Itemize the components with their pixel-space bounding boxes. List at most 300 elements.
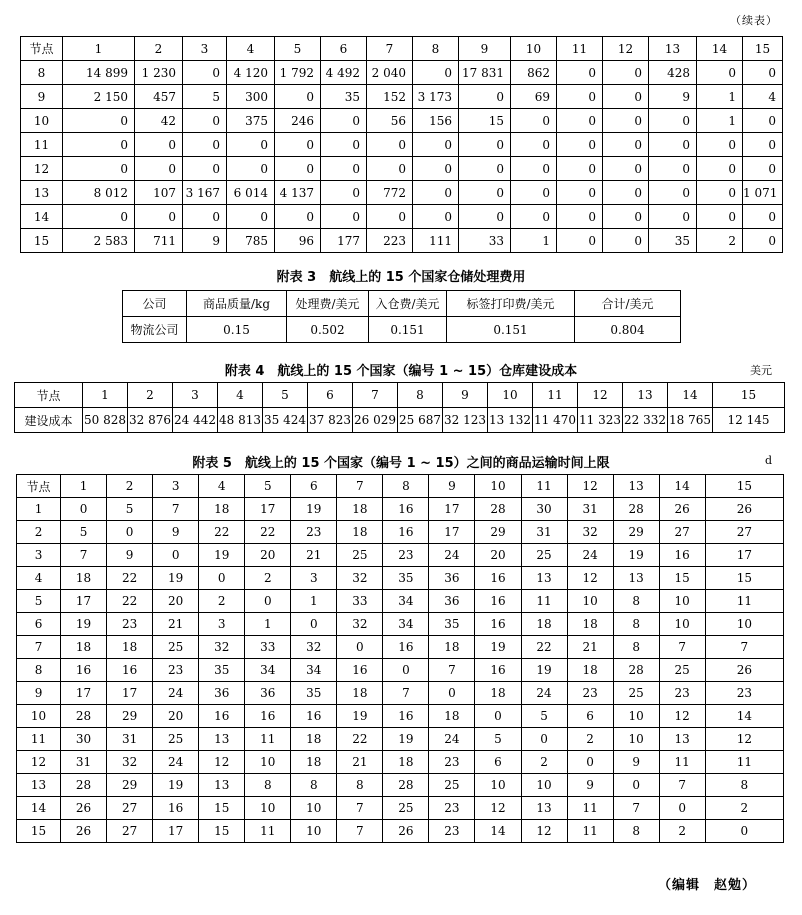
- value-cell: 24: [567, 544, 613, 567]
- header-cell: 6: [308, 383, 353, 408]
- header-cell: 9: [459, 37, 511, 61]
- value-cell: 0: [659, 797, 705, 820]
- value-cell: 34: [291, 659, 337, 682]
- value-cell: 21: [153, 613, 199, 636]
- value-cell: 17 831: [459, 61, 511, 85]
- value-cell: 5: [107, 498, 153, 521]
- header-cell: 4: [227, 37, 275, 61]
- table3-header-row: [123, 291, 681, 317]
- value-cell: 56: [367, 109, 413, 133]
- value-cell: 34: [383, 590, 429, 613]
- value-cell: 19: [475, 636, 521, 659]
- value-cell: 0: [511, 205, 557, 229]
- value-cell: 785: [227, 229, 275, 253]
- header-cell: 14: [659, 475, 705, 498]
- value-cell: 10: [659, 613, 705, 636]
- value-cell: 0.502: [287, 317, 369, 343]
- value-cell: 11: [521, 590, 567, 613]
- value-cell: 7: [153, 498, 199, 521]
- value-cell: 18: [291, 751, 337, 774]
- row-label-cell: 8: [21, 61, 63, 85]
- value-cell: 16: [475, 590, 521, 613]
- value-cell: 15: [199, 820, 245, 843]
- header-cell: 1: [61, 475, 107, 498]
- row-label-cell: 14: [17, 797, 61, 820]
- value-cell: 18: [291, 728, 337, 751]
- value-cell: 24: [429, 544, 475, 567]
- table4-unit: 美元: [750, 364, 772, 377]
- value-cell: 23: [429, 820, 475, 843]
- table-row: [21, 157, 783, 181]
- value-cell: 0: [153, 544, 199, 567]
- value-cell: 0: [697, 133, 743, 157]
- header-cell: 6: [291, 475, 337, 498]
- value-cell: 20: [153, 705, 199, 728]
- value-cell: 0: [557, 229, 603, 253]
- header-cell: 10: [488, 383, 533, 408]
- value-cell: 711: [135, 229, 183, 253]
- value-cell: 2: [697, 229, 743, 253]
- value-cell: 1: [291, 590, 337, 613]
- value-cell: 0.151: [447, 317, 575, 343]
- value-cell: 16: [475, 567, 521, 590]
- value-cell: 4 137: [275, 181, 321, 205]
- table5-row: [17, 751, 784, 774]
- row-label-cell: 9: [17, 682, 61, 705]
- table4-row: [15, 408, 785, 433]
- value-cell: 0: [383, 659, 429, 682]
- value-cell: 19: [153, 774, 199, 797]
- table3-caption: 附表 3 航线上的 15 个国家仓储处理费用: [276, 270, 526, 285]
- value-cell: 0: [367, 133, 413, 157]
- header-cell: 14: [697, 37, 743, 61]
- value-cell: 11: [567, 820, 613, 843]
- value-cell: 18: [337, 498, 383, 521]
- row-label-cell: 10: [17, 705, 61, 728]
- header-cell: 2: [135, 37, 183, 61]
- value-cell: 8: [245, 774, 291, 797]
- header-cell: 6: [321, 37, 367, 61]
- value-cell: 7: [337, 820, 383, 843]
- value-cell: 16: [383, 521, 429, 544]
- value-cell: 10: [521, 774, 567, 797]
- header-cell: 11: [533, 383, 578, 408]
- table5-row: [17, 613, 784, 636]
- value-cell: 22: [245, 521, 291, 544]
- value-cell: 4 492: [321, 61, 367, 85]
- value-cell: 33: [459, 229, 511, 253]
- value-cell: 16: [337, 659, 383, 682]
- value-cell: 18: [567, 659, 613, 682]
- row-label-cell: 10: [21, 109, 63, 133]
- value-cell: 13: [521, 797, 567, 820]
- header-cell: 15: [713, 383, 785, 408]
- value-cell: 34: [245, 659, 291, 682]
- value-cell: 0: [567, 751, 613, 774]
- table5-row: [17, 728, 784, 751]
- value-cell: 0: [63, 205, 135, 229]
- value-cell: 32 876: [128, 408, 173, 433]
- value-cell: 18: [199, 498, 245, 521]
- value-cell: 0: [183, 61, 227, 85]
- value-cell: 0.804: [575, 317, 681, 343]
- value-cell: 2 040: [367, 61, 413, 85]
- value-cell: 12 145: [713, 408, 785, 433]
- value-cell: 27: [659, 521, 705, 544]
- table5-row: [17, 544, 784, 567]
- value-cell: 28: [61, 774, 107, 797]
- value-cell: 23: [705, 682, 783, 705]
- value-cell: 3: [199, 613, 245, 636]
- value-cell: 16: [383, 636, 429, 659]
- header-cell: 2: [128, 383, 173, 408]
- value-cell: 1: [245, 613, 291, 636]
- row-label-cell: 11: [21, 133, 63, 157]
- header-cell: 1: [83, 383, 128, 408]
- value-cell: 0: [603, 133, 649, 157]
- row-label-cell: 物流公司: [123, 317, 187, 343]
- value-cell: 35: [383, 567, 429, 590]
- value-cell: 11 470: [533, 408, 578, 433]
- value-cell: 20: [475, 544, 521, 567]
- value-cell: 7: [383, 682, 429, 705]
- value-cell: 0: [511, 109, 557, 133]
- value-cell: 0: [697, 157, 743, 181]
- value-cell: 2: [567, 728, 613, 751]
- value-cell: 35: [291, 682, 337, 705]
- table5-row: [17, 820, 784, 843]
- value-cell: 0: [557, 61, 603, 85]
- value-cell: 30: [521, 498, 567, 521]
- value-cell: 50 828: [83, 408, 128, 433]
- header-cell: 7: [367, 37, 413, 61]
- value-cell: 9: [649, 85, 697, 109]
- value-cell: 0: [183, 157, 227, 181]
- value-cell: 0: [367, 157, 413, 181]
- value-cell: 0: [649, 133, 697, 157]
- value-cell: 23: [429, 797, 475, 820]
- value-cell: 31: [107, 728, 153, 751]
- header-cell: 节点: [17, 475, 61, 498]
- value-cell: 111: [413, 229, 459, 253]
- value-cell: 0: [321, 157, 367, 181]
- value-cell: 0: [557, 133, 603, 157]
- value-cell: 1 071: [743, 181, 783, 205]
- value-cell: 18: [107, 636, 153, 659]
- table5-header-row: [17, 475, 784, 498]
- value-cell: 15: [705, 567, 783, 590]
- table-header-row: [21, 37, 783, 61]
- value-cell: 0: [557, 181, 603, 205]
- value-cell: 10: [705, 613, 783, 636]
- value-cell: 0: [649, 109, 697, 133]
- value-cell: 0: [275, 85, 321, 109]
- value-cell: 0: [245, 590, 291, 613]
- value-cell: 10: [245, 797, 291, 820]
- value-cell: 0: [413, 61, 459, 85]
- value-cell: 10: [245, 751, 291, 774]
- value-cell: 25 687: [398, 408, 443, 433]
- header-cell: 5: [245, 475, 291, 498]
- value-cell: 8 012: [63, 181, 135, 205]
- header-cell: 标签打印费/美元: [447, 291, 575, 317]
- value-cell: 0: [227, 157, 275, 181]
- value-cell: 0: [413, 205, 459, 229]
- value-cell: 26 029: [353, 408, 398, 433]
- value-cell: 22: [521, 636, 567, 659]
- row-label-cell: 建设成本: [15, 408, 83, 433]
- header-cell: 2: [107, 475, 153, 498]
- header-cell: 14: [668, 383, 713, 408]
- value-cell: 32: [291, 636, 337, 659]
- row-label-cell: 12: [21, 157, 63, 181]
- value-cell: 0.151: [369, 317, 447, 343]
- value-cell: 0: [275, 133, 321, 157]
- header-cell: 公司: [123, 291, 187, 317]
- value-cell: 18: [61, 636, 107, 659]
- value-cell: 17: [153, 820, 199, 843]
- value-cell: 13: [521, 567, 567, 590]
- table5-row: [17, 636, 784, 659]
- value-cell: 22: [337, 728, 383, 751]
- value-cell: 18: [429, 705, 475, 728]
- value-cell: 13: [613, 567, 659, 590]
- value-cell: 0: [321, 205, 367, 229]
- value-cell: 32 123: [443, 408, 488, 433]
- value-cell: 0: [227, 133, 275, 157]
- value-cell: 16: [291, 705, 337, 728]
- value-cell: 246: [275, 109, 321, 133]
- value-cell: 0: [459, 205, 511, 229]
- value-cell: 0: [61, 498, 107, 521]
- value-cell: 10: [613, 728, 659, 751]
- value-cell: 28: [475, 498, 521, 521]
- value-cell: 0: [183, 133, 227, 157]
- value-cell: 0: [227, 205, 275, 229]
- value-cell: 4: [743, 85, 783, 109]
- value-cell: 2: [521, 751, 567, 774]
- value-cell: 42: [135, 109, 183, 133]
- value-cell: 0: [275, 205, 321, 229]
- value-cell: 16: [659, 544, 705, 567]
- value-cell: 1 230: [135, 61, 183, 85]
- header-cell: 节点: [21, 37, 63, 61]
- header-cell: 11: [557, 37, 603, 61]
- value-cell: 10: [659, 590, 705, 613]
- value-cell: 22 332: [623, 408, 668, 433]
- header-cell: 12: [603, 37, 649, 61]
- value-cell: 2: [245, 567, 291, 590]
- value-cell: 36: [245, 682, 291, 705]
- header-cell: 3: [173, 383, 218, 408]
- row-label-cell: 5: [17, 590, 61, 613]
- header-cell: 12: [578, 383, 623, 408]
- value-cell: 6: [567, 705, 613, 728]
- value-cell: 0: [557, 109, 603, 133]
- value-cell: 23: [383, 544, 429, 567]
- value-cell: 8: [613, 636, 659, 659]
- value-cell: 8: [705, 774, 783, 797]
- header-cell: 7: [353, 383, 398, 408]
- value-cell: 9: [183, 229, 227, 253]
- table-row: [21, 205, 783, 229]
- value-cell: 0: [183, 109, 227, 133]
- value-cell: 375: [227, 109, 275, 133]
- value-cell: 18: [521, 613, 567, 636]
- value-cell: 13: [199, 728, 245, 751]
- value-cell: 19: [521, 659, 567, 682]
- row-label-cell: 8: [17, 659, 61, 682]
- value-cell: 0: [743, 157, 783, 181]
- value-cell: 26: [383, 820, 429, 843]
- value-cell: 3: [291, 567, 337, 590]
- value-cell: 862: [511, 61, 557, 85]
- value-cell: 6: [475, 751, 521, 774]
- value-cell: 12: [705, 728, 783, 751]
- table3-row: [123, 317, 681, 343]
- table5-row: [17, 659, 784, 682]
- header-cell: 处理费/美元: [287, 291, 369, 317]
- value-cell: 0: [743, 205, 783, 229]
- value-cell: 9: [613, 751, 659, 774]
- row-label-cell: 7: [17, 636, 61, 659]
- value-cell: 0: [603, 229, 649, 253]
- row-label-cell: 1: [17, 498, 61, 521]
- value-cell: 12: [567, 567, 613, 590]
- value-cell: 26: [659, 498, 705, 521]
- header-cell: 3: [183, 37, 227, 61]
- value-cell: 5: [475, 728, 521, 751]
- value-cell: 0: [475, 705, 521, 728]
- value-cell: 5: [183, 85, 227, 109]
- value-cell: 22: [107, 590, 153, 613]
- row-label-cell: 2: [17, 521, 61, 544]
- value-cell: 17: [705, 544, 783, 567]
- value-cell: 31: [567, 498, 613, 521]
- value-cell: 0: [135, 133, 183, 157]
- value-cell: 0: [603, 61, 649, 85]
- header-cell: 10: [475, 475, 521, 498]
- value-cell: 5: [61, 521, 107, 544]
- header-cell: 13: [649, 37, 697, 61]
- value-cell: 16: [107, 659, 153, 682]
- value-cell: 26: [705, 659, 783, 682]
- value-cell: 8: [613, 590, 659, 613]
- value-cell: 0: [705, 820, 783, 843]
- value-cell: 0: [459, 157, 511, 181]
- value-cell: 11 323: [578, 408, 623, 433]
- value-cell: 36: [429, 590, 475, 613]
- value-cell: 0: [649, 181, 697, 205]
- value-cell: 5: [521, 705, 567, 728]
- value-cell: 21: [337, 751, 383, 774]
- transport-time-table: [16, 474, 784, 843]
- header-cell: 9: [429, 475, 475, 498]
- value-cell: 300: [227, 85, 275, 109]
- row-label-cell: 15: [17, 820, 61, 843]
- value-cell: 16: [475, 613, 521, 636]
- value-cell: 32: [337, 567, 383, 590]
- value-cell: 0: [135, 157, 183, 181]
- value-cell: 35: [429, 613, 475, 636]
- value-cell: 36: [429, 567, 475, 590]
- value-cell: 7: [659, 774, 705, 797]
- value-cell: 27: [705, 521, 783, 544]
- value-cell: 11: [567, 797, 613, 820]
- value-cell: 2: [199, 590, 245, 613]
- table-row: [21, 61, 783, 85]
- value-cell: 0: [521, 728, 567, 751]
- value-cell: 19: [199, 544, 245, 567]
- value-cell: 12: [475, 797, 521, 820]
- value-cell: 0: [183, 205, 227, 229]
- value-cell: 31: [521, 521, 567, 544]
- value-cell: 14: [705, 705, 783, 728]
- header-cell: 13: [613, 475, 659, 498]
- value-cell: 7: [61, 544, 107, 567]
- value-cell: 156: [413, 109, 459, 133]
- value-cell: 0: [697, 205, 743, 229]
- value-cell: 16: [245, 705, 291, 728]
- value-cell: 0: [107, 521, 153, 544]
- header-cell: 15: [743, 37, 783, 61]
- value-cell: 0: [459, 85, 511, 109]
- value-cell: 18: [475, 682, 521, 705]
- value-cell: 11: [659, 751, 705, 774]
- value-cell: 0: [291, 613, 337, 636]
- header-cell: 入仓费/美元: [369, 291, 447, 317]
- value-cell: 23: [153, 659, 199, 682]
- value-cell: 0: [135, 205, 183, 229]
- value-cell: 28: [613, 498, 659, 521]
- value-cell: 0: [511, 181, 557, 205]
- value-cell: 0: [697, 181, 743, 205]
- header-cell: 商品质量/kg: [187, 291, 287, 317]
- table5-caption: 附表 5 航线上的 15 个国家（编号 1 ~ 15）之间的商品运输时间上限: [192, 456, 610, 471]
- header-cell: 11: [521, 475, 567, 498]
- value-cell: 35: [321, 85, 367, 109]
- value-cell: 29: [613, 521, 659, 544]
- row-label-cell: 14: [21, 205, 63, 229]
- value-cell: 0.15: [187, 317, 287, 343]
- value-cell: 18: [337, 682, 383, 705]
- value-cell: 10: [613, 705, 659, 728]
- value-cell: 26: [61, 797, 107, 820]
- table-row: [21, 133, 783, 157]
- value-cell: 23: [429, 751, 475, 774]
- value-cell: 17: [429, 498, 475, 521]
- value-cell: 28: [613, 659, 659, 682]
- value-cell: 34: [383, 613, 429, 636]
- value-cell: 18: [429, 636, 475, 659]
- table4-caption: 附表 4 航线上的 15 个国家（编号 1 ~ 15）仓库建设成本: [224, 364, 578, 379]
- value-cell: 25: [521, 544, 567, 567]
- value-cell: 10: [475, 774, 521, 797]
- value-cell: 25: [383, 797, 429, 820]
- value-cell: 8: [291, 774, 337, 797]
- header-cell: 3: [153, 475, 199, 498]
- table5-unit: d: [764, 454, 772, 467]
- value-cell: 0: [697, 61, 743, 85]
- value-cell: 18 765: [668, 408, 713, 433]
- row-label-cell: 6: [17, 613, 61, 636]
- value-cell: 1: [697, 109, 743, 133]
- value-cell: 20: [153, 590, 199, 613]
- value-cell: 1: [697, 85, 743, 109]
- value-cell: 19: [61, 613, 107, 636]
- value-cell: 11: [705, 751, 783, 774]
- value-cell: 223: [367, 229, 413, 253]
